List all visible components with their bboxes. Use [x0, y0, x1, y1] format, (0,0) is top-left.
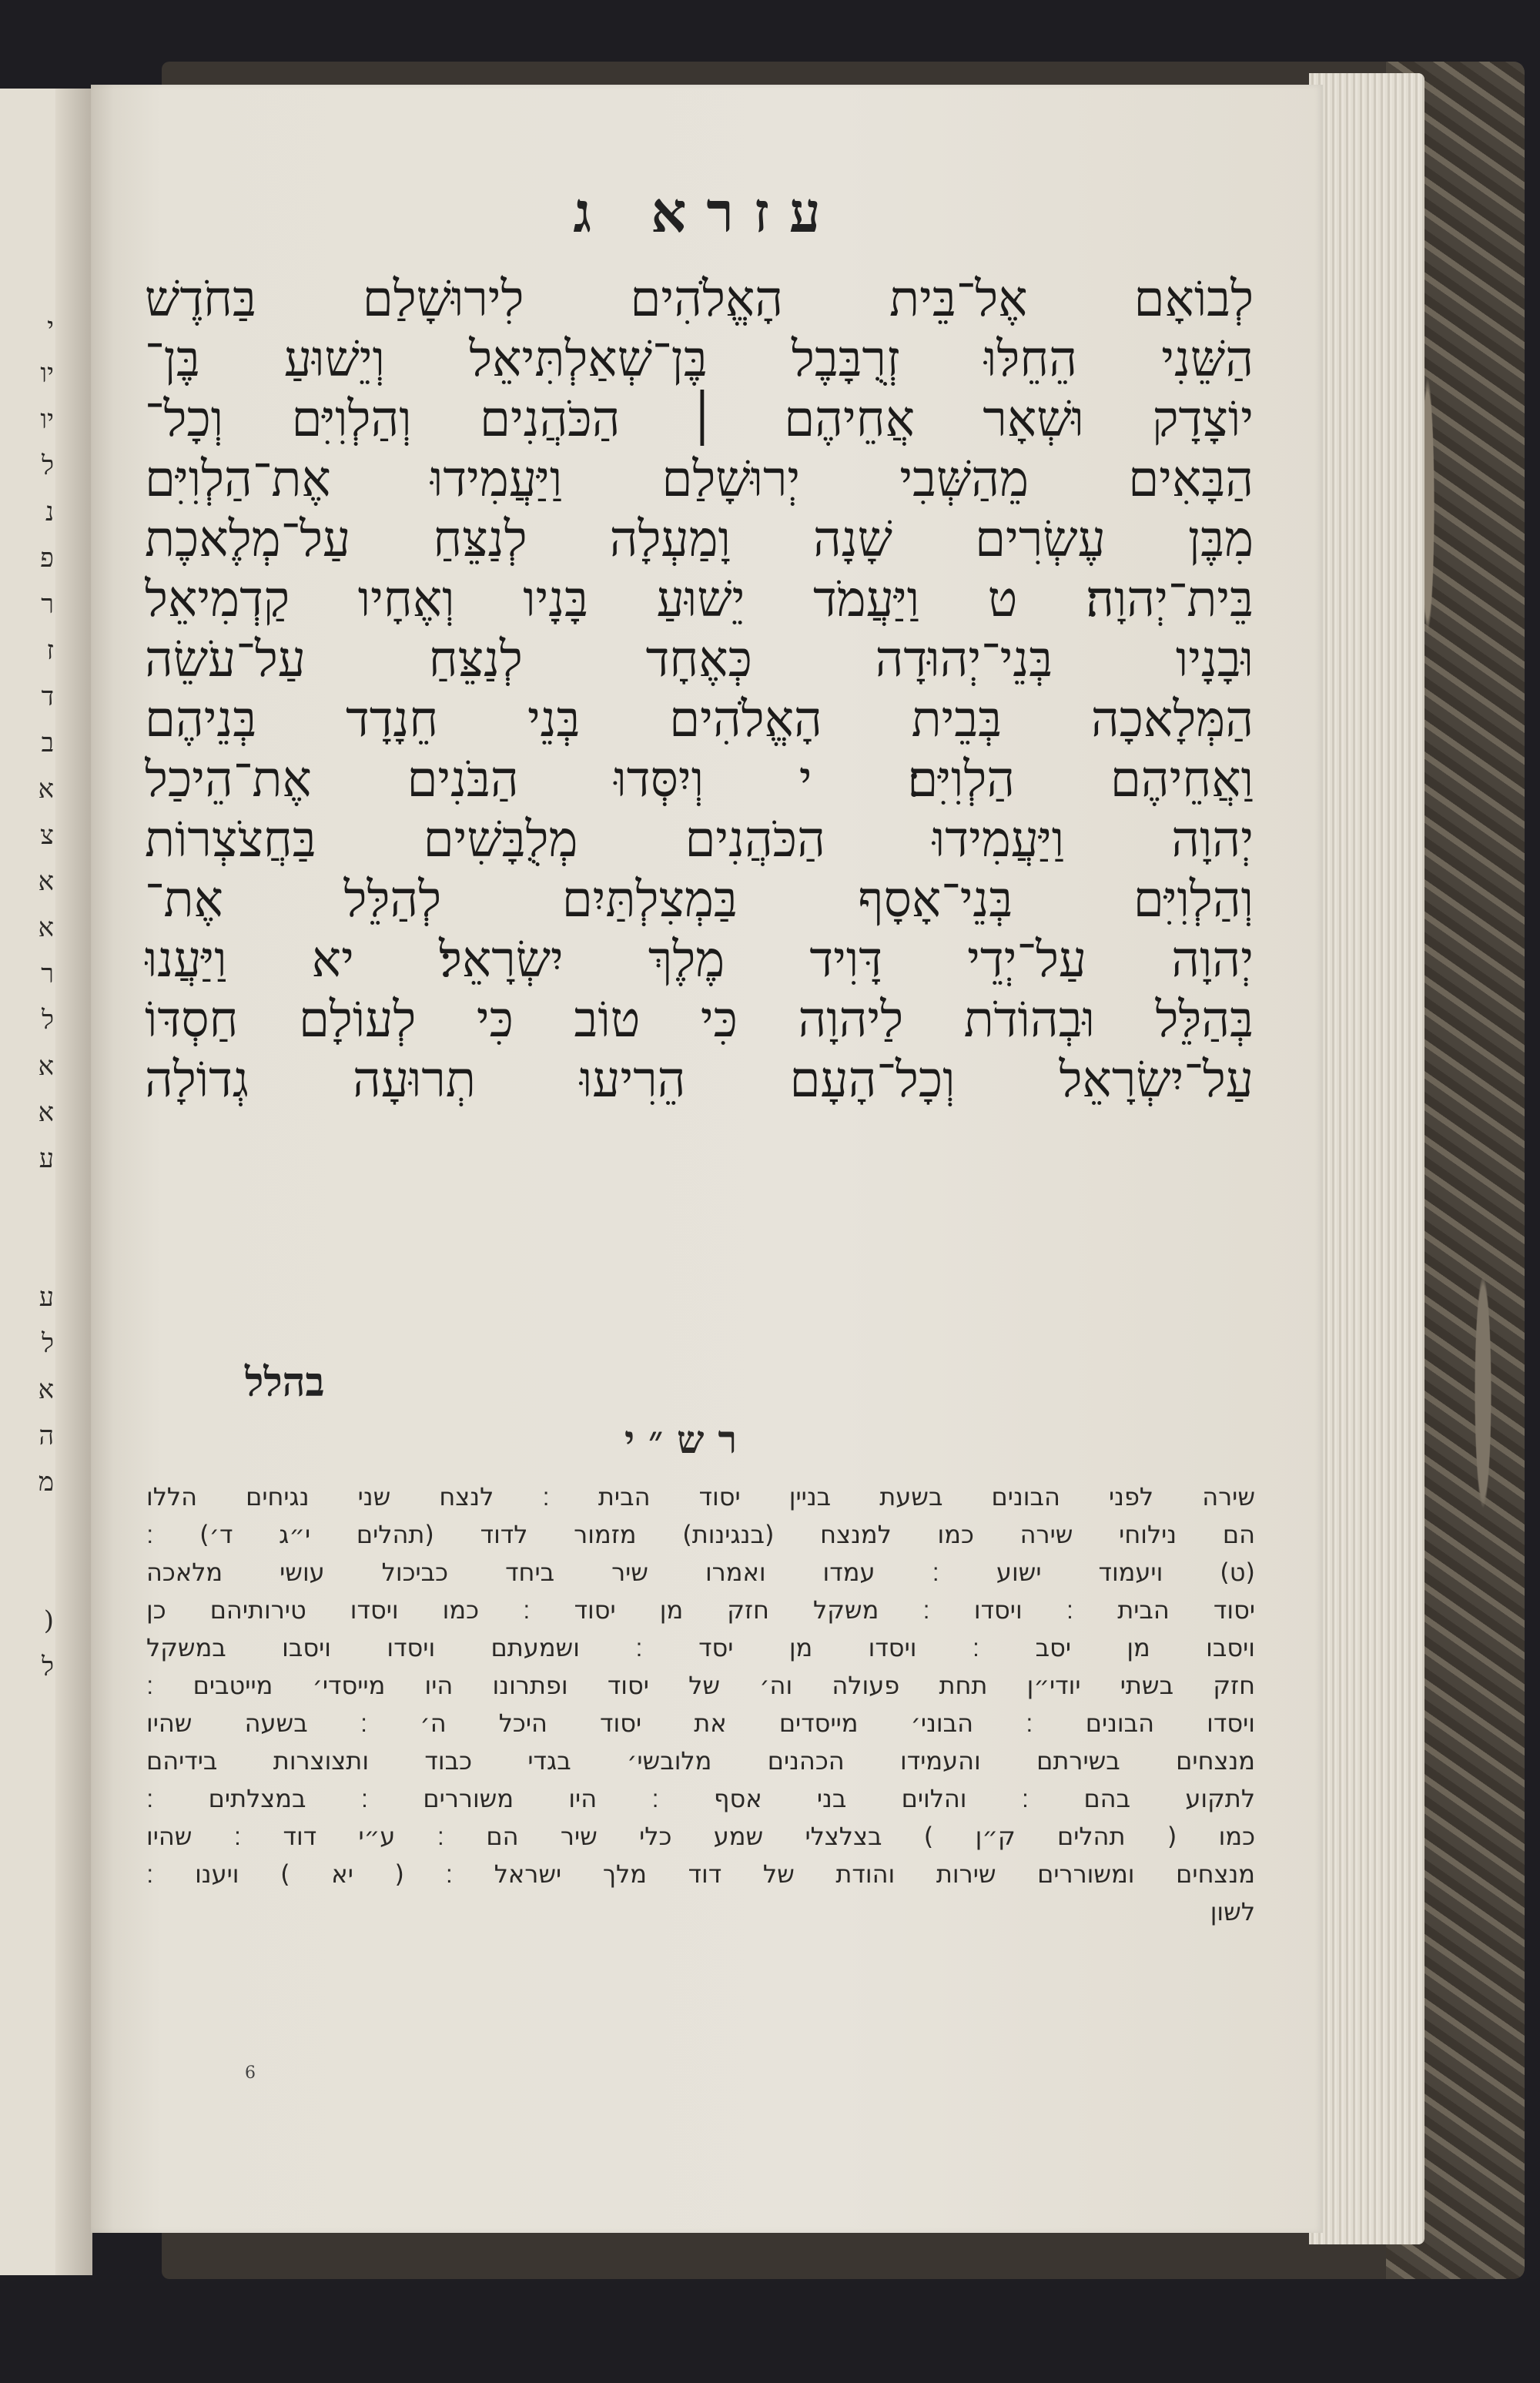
text-line: הַבָּאִים מֵהַשְּׁבִי יְרוּשָׁלַם וַיַּעֲמִידוּ אֶת־הַלְוִיִּם — [145, 451, 1254, 508]
margin-glyph: א — [38, 1051, 54, 1082]
margin-glyph: א — [38, 912, 54, 943]
margin-glyph: א — [38, 1097, 54, 1128]
rashi-heading: רש״י — [624, 1417, 752, 1462]
commentary-line: לתקוע בהם ׃ והלוים בני אסף ׃ היו משוררים ׃ במצלתים ׃ — [146, 1784, 1255, 1813]
commentary-line: ויסבו מן יסב ׃ ויסדו מן יסד ׃ ושמעתם ויסדו ויסבו במשקל — [146, 1633, 1255, 1662]
margin-glyph: ה — [38, 1421, 54, 1451]
margin-glyph: ( — [43, 1605, 54, 1636]
text-line: בְּהַלֵּל וּבְהוֹדֹת לַיהוָה כִּי טוֹב כִּי לְעוֹלָם חַסְדּוֹ — [145, 992, 1254, 1049]
rashi-commentary-block — [146, 1478, 1255, 1931]
commentary-line: (ט) ויעמוד ישוע ׃ עמדו ואמרו שיר ביחד כביכול עושי מלאכה — [146, 1558, 1255, 1587]
commentary-line: מנצחים בשירתם והעמידו הכהנים מלובשי׳ בגדי כבוד ותצוצרות בידיהם — [146, 1746, 1255, 1776]
page-edges — [1309, 73, 1424, 2244]
text-line: מִבֶּן עֶשְׂרִים שָׁנָה וָמַעְלָה לְנַצֵּחַ עַל־מְלֶאכֶת — [145, 511, 1254, 568]
margin-glyph: ר — [41, 589, 54, 620]
text-line: וּבָנָיו בְּנֵי־יְהוּדָה כְּאֶחָד לְנַצֵּחַ עַל־עֹשֵׂה — [145, 631, 1254, 688]
margin-glyph: ע — [38, 1143, 54, 1174]
commentary-line: שירה לפני הבונים בשעת בניין יסוד הבית ׃ לנצח שני נגיחים הללו — [146, 1482, 1255, 1511]
margin-glyph: מ — [38, 1467, 54, 1498]
margin-glyph: יו — [40, 404, 54, 435]
margin-glyph: ר — [41, 959, 54, 989]
text-line: יוֹצָדָק וּשְׁאָר אֲחֵיהֶם ׀ הַכֹּהֲנִים וְהַלְוִיִּם וְכָל־ — [145, 391, 1254, 448]
margin-glyph: פ — [40, 543, 54, 574]
text-line: יְהוָה וַיַּעֲמִידוּ הַכֹּהֲנִים מְלֻבָּשִׁים בַּחֲצֹצְרוֹת — [145, 812, 1254, 869]
running-head: עזרא ג — [573, 179, 841, 245]
margin-glyph: ד — [41, 681, 54, 712]
margin-glyph: ל — [42, 450, 54, 481]
margin-glyph: ז — [46, 635, 54, 666]
margin-glyph: א — [38, 1374, 54, 1405]
text-line: לְבוֹאָם אֶל־בֵּית הָאֱלֹהִים לִירוּשָׁלַם בַּחֹדֶשׁ — [145, 271, 1254, 328]
gutter — [55, 89, 92, 2275]
margin-glyph: ע — [38, 1282, 54, 1313]
margin-glyph: יו — [40, 358, 54, 389]
commentary-line: יסוד הבית ׃ ויסדו ׃ משקל חזק מן יסוד ׃ כמו ויסדו טירותיהם כן — [146, 1595, 1255, 1625]
signature-mark: 6 — [245, 2063, 256, 2083]
commentary-line: ויסדו הבונים ׃ הבוני׳ מייסדים את יסוד היכל ה׳ ׃ בשעה שהיו — [146, 1709, 1255, 1738]
margin-glyph: ל — [42, 1328, 54, 1359]
text-line: יְהוָה עַל־יְדֵי דָּוִיד מֶלֶךְ יִשְׂרָאֵל׃ יא וַיַּעֲנוּ — [145, 932, 1254, 989]
commentary-line: לשון — [1210, 1897, 1255, 1926]
book-page — [91, 85, 1323, 2233]
text-line: הַמְּלָאכָה בְּבֵית הָאֱלֹהִים בְּנֵי חֵנָדָד בְּנֵיהֶם — [145, 691, 1254, 748]
margin-glyph: נ — [45, 497, 54, 527]
previous-page-margin-text — [3, 304, 54, 1690]
commentary-line: חזק בשתי יודי״ן תחת פעולה וה׳ של יסוד ופתרונו היו מייסדי׳ מייטבים ׃ — [146, 1671, 1255, 1700]
biblical-text-block — [145, 269, 1254, 1110]
text-line: בֵּית־יְהוָה׃ ט וַיַּעֲמֹד יֵשׁוּעַ בָּנָיו וְאֶחָיו קַדְמִיאֵל — [145, 571, 1254, 628]
commentary-line: כמו ( תהלים ק״ן ) בצלצלי שמע כלי שיר הם ׃ ע״י דוד ׃ שהיו — [146, 1822, 1255, 1851]
catchword: בהלל — [245, 1359, 325, 1406]
margin-glyph: ב — [41, 728, 54, 758]
margin-glyph: ל — [42, 1005, 54, 1036]
text-line: וַאֲחֵיהֶם הַלְוִיִּם׃ י וְיִסְּדוּ הַבֹּנִים אֶת־הֵיכַל — [145, 751, 1254, 808]
margin-glyph: א — [38, 866, 54, 897]
margin-glyph: ל — [42, 1652, 54, 1682]
commentary-line: הם נילוחי שירה כמו למנצח (בנגינות) מזמור לדוד (תהלים י״ג ד׳) ׃ — [146, 1520, 1255, 1549]
margin-glyph: י — [47, 312, 54, 343]
text-line: הַשֵּׁנִי הֵחֵלּוּ זְרֻבָּבֶל בֶּן־שְׁאַלְתִּיאֵל וְיֵשׁוּעַ בֶּן־ — [145, 331, 1254, 388]
commentary-line: מנצחים ומשוררים שירות והודת של דוד מלך ישראל ׃ ( יא ) ויענו ׃ — [146, 1859, 1255, 1889]
margin-glyph: א — [38, 774, 54, 805]
text-line: וְהַלְוִיִּם בְּנֵי־אָסָף בַּמְצִלְתַּיִם לְהַלֵּל אֶת־ — [145, 872, 1254, 929]
margin-glyph: צ — [40, 820, 54, 851]
text-line: עַל־יִשְׂרָאֵל וְכָל־הָעָם הֵרִיעוּ תְרוּעָה גְדוֹלָה — [145, 1052, 1254, 1109]
